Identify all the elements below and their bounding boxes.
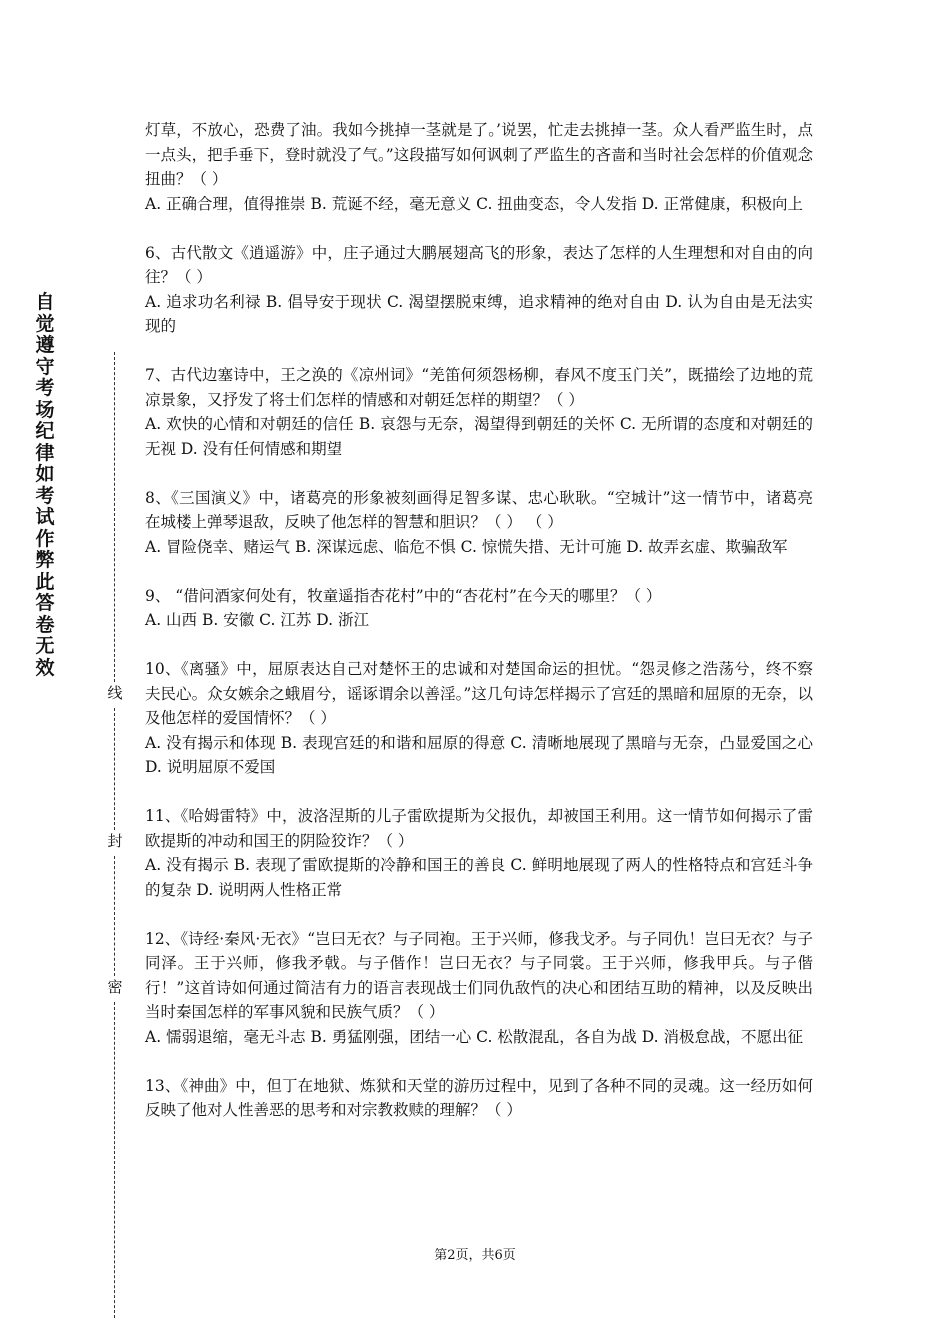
question-block-13 bbox=[145, 1074, 813, 1123]
question-options: A. 冒险侥幸、赌运气 B. 深谋远虑、临危不惧 C. 惊慌失措、无计可施 D. 故弄玄虚、欺骗敌军 bbox=[145, 537, 788, 556]
question-text: 9、 “借问酒家何处有，牧童遥指杏花村”中的“杏花村”在今天的哪里？（ ） bbox=[145, 586, 662, 605]
question-text: 6、古代散文《逍遥游》中，庄子通过大鹏展翅高飞的形象，表达了怎样的人生理想和对自由的向往？（ ） bbox=[145, 243, 813, 286]
question-options: A. 没有揭示 B. 表现了雷欧提斯的冷静和国王的善良 C. 鲜明地展现了两人的性格特点和宫廷斗争的复杂 D. 说明两人性格正常 bbox=[145, 856, 813, 899]
binding-dashed-line-middle-2 bbox=[114, 856, 115, 976]
question-options: A. 欢快的心情和对朝廷的信任 B. 哀怨与无奈，渴望得到朝廷的关怀 C. 无所谓的态度和对朝廷的无视 D. 没有任何情感和期望 bbox=[145, 415, 813, 458]
question-block-6 bbox=[145, 241, 813, 339]
binding-dashed-line-upper bbox=[114, 352, 115, 682]
question-options: A. 正确合理，值得推崇 B. 荒诞不经，毫无意义 C. 扭曲变态，令人发指 D. 正常健康，积极向上 bbox=[145, 194, 803, 213]
question-text: 11、《哈姆雷特》中，波洛涅斯的儿子雷欧提斯为父报仇，却被国王利用。这一情节如何揭示了雷欧提斯的冲动和国王的阴险狡诈？（ ） bbox=[145, 807, 813, 850]
question-block-7 bbox=[145, 363, 813, 461]
question-text: 灯草，不放心，恐费了油。我如今挑掉一茎就是了。’说罢，忙走去挑掉一茎。众人看严监生时，点一点头，把手垂下，登时就没了气。”这段描写如何讽刺了严监生的吝啬和当时社会怎样的价值观念扭曲？（ ） bbox=[145, 121, 813, 188]
question-block-12 bbox=[145, 927, 813, 1050]
question-text: 10、《离骚》中，屈原表达自己对楚怀王的忠诚和对楚国命运的担忧。“怨灵修之浩荡兮，终不察夫民心。众女嫉余之蛾眉兮，谣诼谓余以善淫。”这几句诗怎样揭示了宫廷的黑暗和屈原的无奈，以及他怎样的爱国情怀？（ ） bbox=[145, 660, 813, 727]
question-block-8 bbox=[145, 486, 813, 560]
question-text: 12、《诗经·秦风·无衣》“岂曰无衣？与子同袍。王于兴师，修我戈矛。与子同仇！岂曰无衣？与子同泽。王于兴师，修我矛戟。与子偕作！岂曰无衣？与子同裳。王于兴师，修我甲兵。与子偕行！”这首诗如何通过简洁有力的语言表现战士们同仇敌忾的决心和团结互助的精神，以及反映出当时秦国怎样的军事风貌和民族气质？（ ） bbox=[145, 929, 813, 1021]
question-list bbox=[145, 118, 813, 1147]
question-block-5-continued bbox=[145, 118, 813, 216]
binding-dashed-line-middle-1 bbox=[114, 708, 115, 830]
question-text: 8、《三国演义》中，诸葛亮的形象被刻画得足智多谋、忠心耿耿。“空城计”这一情节中，诸葛亮在城楼上弹琴退敌，反映了他怎样的智慧和胆识？（ ） （ ） bbox=[145, 488, 813, 531]
question-text: 7、古代边塞诗中，王之涣的《凉州词》“羌笛何须怨杨柳，春风不度玉门关”，既描绘了边地的荒凉景象，又抒发了将士们怎样的情感和对朝廷怎样的期望？（ ） bbox=[145, 366, 813, 409]
question-options: A. 没有揭示和体现 B. 表现宫廷的和谐和屈原的得意 C. 清晰地展现了黑暗与无奈，凸显爱国之心 D. 说明屈原不爱国 bbox=[145, 733, 813, 776]
page-number: 第2页，共6页 bbox=[434, 1248, 516, 1263]
question-text: 13、《神曲》中，但丁在地狱、炼狱和天堂的游历过程中，见到了各种不同的灵魂。这一经历如何反映了他对人性善恶的思考和对宗教救赎的理解？（ ） bbox=[145, 1076, 813, 1119]
question-options: A. 懦弱退缩，毫无斗志 B. 勇猛刚强，团结一心 C. 松散混乱，各自为战 D. 消极怠战，不愿出征 bbox=[145, 1027, 803, 1046]
exam-discipline-notice: 自觉遵守考场纪律如考试作弊此答卷无效 bbox=[35, 291, 55, 679]
question-options: A. 山西 B. 安徽 C. 江苏 D. 浙江 bbox=[145, 611, 369, 629]
question-block-9 bbox=[145, 584, 813, 633]
question-block-11 bbox=[145, 804, 813, 902]
binding-mark-secret: 密 bbox=[107, 978, 123, 996]
binding-dashed-line-lower bbox=[114, 1002, 115, 1318]
question-block-10 bbox=[145, 657, 813, 780]
question-options: A. 追求功名利禄 B. 倡导安于现状 C. 渴望摆脱束缚，追求精神的绝对自由 D. 认为自由是无法实现的 bbox=[145, 292, 813, 335]
binding-mark-line: 线 bbox=[107, 684, 123, 702]
binding-mark-seal: 封 bbox=[107, 832, 123, 850]
